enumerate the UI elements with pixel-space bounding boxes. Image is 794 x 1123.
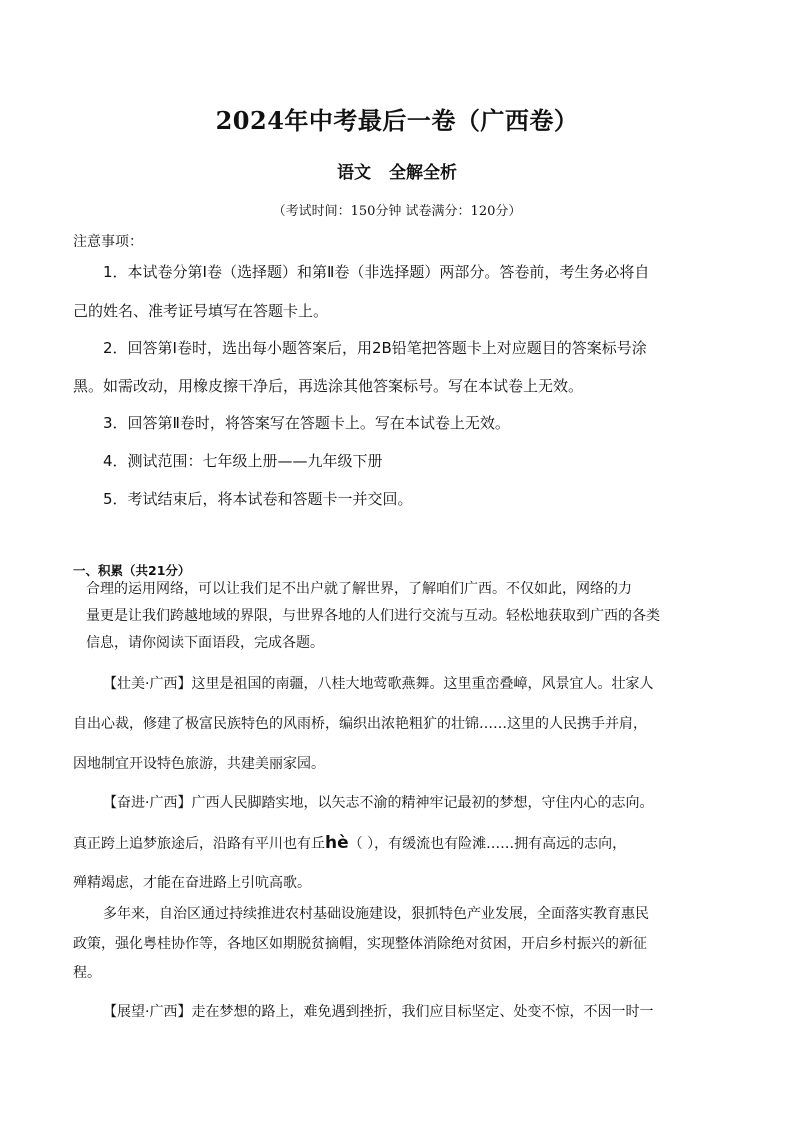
intro-line-1: 合理的运用网络，可以让我们足不出户就了解世界，了解咱们广西。不仅如此，网络的力 [86, 581, 632, 597]
analysis-label: 全解全析 [389, 163, 457, 183]
para-zhanwang-line-1: 【展望·广西】走在梦想的路上，难免遇到挫折，我们应目标坚定、处变不惊，不因一时一 [103, 1004, 654, 1020]
para-development-line-3: 程。 [73, 965, 101, 981]
para-fenjin-line-3: 殚精竭虑，才能在奋进路上引吭高歌。 [73, 875, 311, 891]
para-fenjin-line-2 [73, 833, 626, 854]
para-development-line-1: 多年来，自治区通过持续推进农村基础设施建设，狠抓特色产业发展，全面落实教育惠民 [103, 906, 649, 922]
exam-subtitle [0, 158, 794, 183]
para-zhuangmei-line-3: 因地制宜开设特色旅游，共建美丽家园。 [73, 756, 325, 772]
notes-heading: 注意事项： [73, 234, 143, 250]
subject-label: 语文 [337, 163, 371, 183]
note-item-1: 1．本试卷分第Ⅰ卷（选择题）和第Ⅱ卷（非选择题）两部分。答卷前，考生务必将自 [103, 263, 650, 281]
note-item-1-cont: 己的姓名、准考证号填写在答题卡上。 [73, 302, 329, 320]
note-item-5: 5．考试结束后，将本试卷和答题卡一并交回。 [103, 490, 413, 508]
para-zhuangmei-line-1: 【壮美·广西】这里是祖国的南疆，八桂大地莺歌燕舞。这里重峦叠嶂，风景宜人。壮家人 [103, 676, 654, 692]
fenjin-line-2-before: 真正跨上追梦旅途后，沿路有平川也有丘 [73, 836, 325, 852]
fenjin-line-2-after: （ ），有缓流也有险滩……拥有高远的志向， [348, 836, 627, 852]
section-heading: 一、积累（共21分） [73, 563, 191, 578]
note-item-4: 4．测试范围：七年级上册——九年级下册 [103, 452, 383, 470]
para-fenjin-line-1: 【奋进·广西】广西人民脚踏实地，以矢志不渝的精神牢记最初的梦想，守住内心的志向。 [103, 795, 654, 811]
exam-title: 2024年中考最后一卷（广西卷） [215, 106, 579, 135]
exam-meta: （考试时间：150分钟 试卷满分：120分） [272, 204, 522, 219]
note-item-2-cont: 黑。如需改动，用橡皮擦干净后，再选涂其他答案标号。写在本试卷上无效。 [73, 377, 584, 395]
note-item-3: 3．回答第Ⅱ卷时，将答案写在答题卡上。写在本试卷上无效。 [103, 414, 510, 432]
pinyin-prompt: hè [325, 833, 349, 853]
intro-line-3: 信息，请你阅读下面语段，完成各题。 [86, 635, 324, 651]
intro-line-2: 量更是让我们跨越地域的界限，与世界各地的人们进行交流与互动。轻松地获取到广西的各类 [86, 608, 660, 624]
para-development-line-2: 政策，强化粤桂协作等，各地区如期脱贫摘帽，实现整体消除绝对贫困，开启乡村振兴的新征 [73, 936, 647, 952]
para-zhuangmei-line-2: 自出心裁，修建了极富民族特色的风雨桥，编织出浓艳粗犷的壮锦……这里的人民携手并肩， [73, 716, 647, 732]
note-item-2: 2．回答第Ⅰ卷时，选出每小题答案后，用2B铅笔把答题卡上对应题目的答案标号涂 [103, 339, 647, 357]
